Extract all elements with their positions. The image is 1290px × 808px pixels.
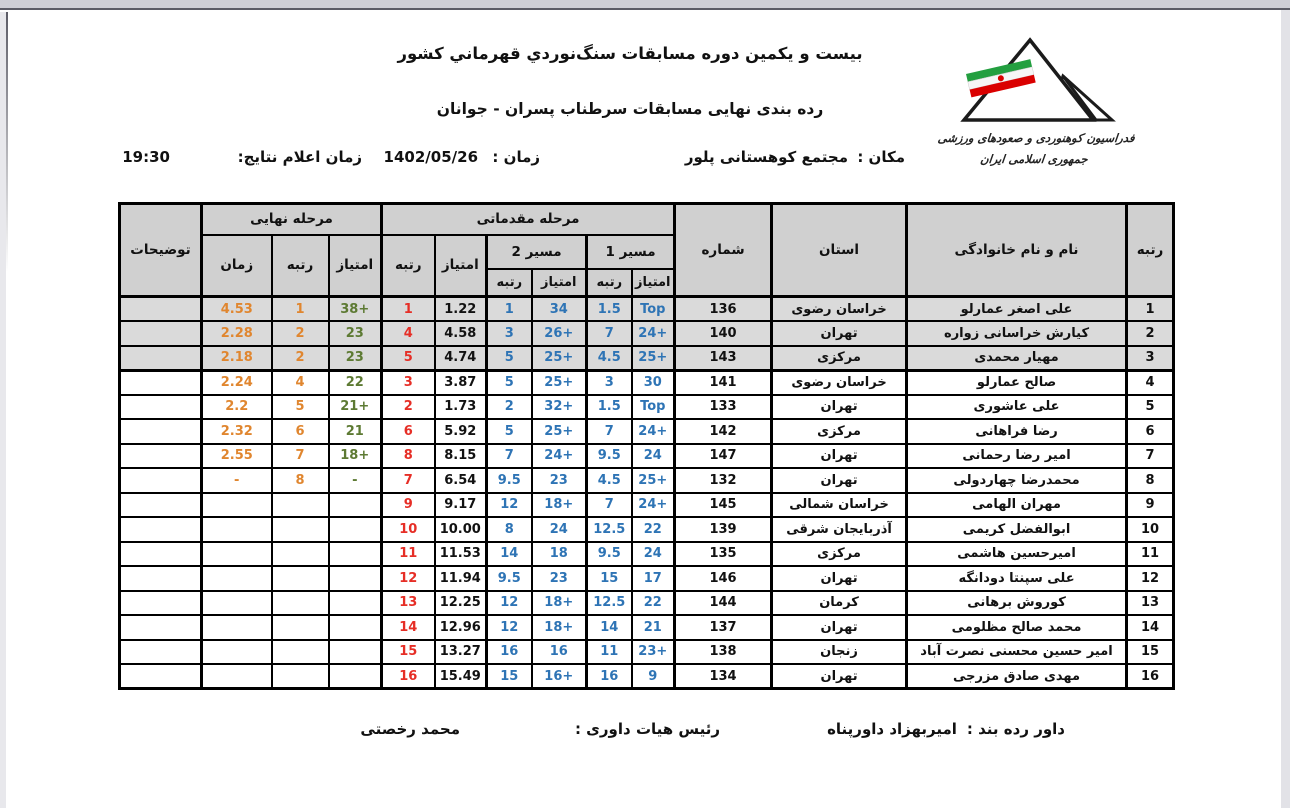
cell-prelim-rank: 9 bbox=[382, 493, 435, 518]
cell-prelim-score: 3.87 bbox=[435, 370, 487, 395]
cell-prelim-score: 13.27 bbox=[435, 640, 487, 665]
cell-final-score bbox=[329, 566, 382, 591]
cell-name: مهدی صادق مزرجی bbox=[907, 664, 1127, 689]
col-header-prelim-rank: رتبه bbox=[382, 235, 435, 297]
cell-route1-score: Top bbox=[632, 395, 675, 420]
cell-route1-score: +23 bbox=[632, 640, 675, 665]
cell-final-time: 4.53 bbox=[202, 297, 272, 322]
cell-route2-rank: 2 bbox=[487, 395, 532, 420]
cell-prelim-rank: 10 bbox=[382, 517, 435, 542]
cell-final-rank bbox=[272, 664, 329, 689]
cell-rank: 2 bbox=[1127, 321, 1174, 346]
cell-route2-score: 16 bbox=[532, 640, 587, 665]
cell-route1-score: +25 bbox=[632, 346, 675, 371]
cell-route2-rank: 12 bbox=[487, 615, 532, 640]
col-header-prelim-score: امتیاز bbox=[435, 235, 487, 297]
cell-route2-rank: 14 bbox=[487, 542, 532, 567]
cell-rank: 3 bbox=[1127, 346, 1174, 371]
cell-notes bbox=[120, 370, 202, 395]
cell-notes bbox=[120, 321, 202, 346]
col-header-rank: رتبه bbox=[1127, 204, 1174, 297]
cell-prelim-score: 1.73 bbox=[435, 395, 487, 420]
cell-prelim-rank: 6 bbox=[382, 419, 435, 444]
cell-name: کیارش خراسانی زواره bbox=[907, 321, 1127, 346]
route-judge-signature bbox=[827, 720, 1065, 738]
cell-name: امیر حسین محسنی نصرت آباد bbox=[907, 640, 1127, 665]
col-header-route1-score: امتیاز bbox=[632, 269, 675, 297]
cell-final-score: 21 bbox=[329, 419, 382, 444]
cell-notes bbox=[120, 591, 202, 616]
cell-route1-rank: 14 bbox=[587, 615, 632, 640]
cell-route1-score: +25 bbox=[632, 468, 675, 493]
cell-final-rank: 2 bbox=[272, 321, 329, 346]
cell-route1-score: 21 bbox=[632, 615, 675, 640]
cell-route2-score: 34 bbox=[532, 297, 587, 322]
cell-route2-score: +16 bbox=[532, 664, 587, 689]
location-label: مکان : bbox=[857, 148, 905, 166]
cell-final-score bbox=[329, 615, 382, 640]
cell-name: علی اصغر عمارلو bbox=[907, 297, 1127, 322]
cell-name: علی سپنتا دودانگه bbox=[907, 566, 1127, 591]
cell-route2-rank: 1 bbox=[487, 297, 532, 322]
cell-route1-rank: 11 bbox=[587, 640, 632, 665]
col-header-name: نام و نام خانوادگی bbox=[907, 204, 1127, 297]
cell-final-rank: 7 bbox=[272, 444, 329, 469]
cell-bib-number: 135 bbox=[675, 542, 772, 567]
cell-province: تهران bbox=[772, 444, 907, 469]
cell-prelim-rank: 2 bbox=[382, 395, 435, 420]
cell-route1-rank: 16 bbox=[587, 664, 632, 689]
cell-route2-rank: 3 bbox=[487, 321, 532, 346]
cell-route1-score: 22 bbox=[632, 517, 675, 542]
cell-final-score: 23 bbox=[329, 321, 382, 346]
cell-bib-number: 134 bbox=[675, 664, 772, 689]
results-table-header bbox=[120, 204, 1174, 297]
col-header-province: استان bbox=[772, 204, 907, 297]
cell-route1-score: +24 bbox=[632, 493, 675, 518]
results-table bbox=[118, 202, 1175, 690]
cell-route2-score: +25 bbox=[532, 370, 587, 395]
cell-name: علی عاشوری bbox=[907, 395, 1127, 420]
cell-prelim-rank: 1 bbox=[382, 297, 435, 322]
cell-name: محمد صالح مظلومی bbox=[907, 615, 1127, 640]
cell-route2-rank: 15 bbox=[487, 664, 532, 689]
cell-final-score: +18 bbox=[329, 444, 382, 469]
cell-final-score bbox=[329, 664, 382, 689]
cell-route2-score: 24 bbox=[532, 517, 587, 542]
cell-prelim-score: 5.92 bbox=[435, 419, 487, 444]
cell-route2-score: +25 bbox=[532, 346, 587, 371]
cell-route1-rank: 4.5 bbox=[587, 468, 632, 493]
cell-notes bbox=[120, 395, 202, 420]
cell-prelim-score: 4.74 bbox=[435, 346, 487, 371]
cell-prelim-rank: 4 bbox=[382, 321, 435, 346]
cell-final-time: 2.2 bbox=[202, 395, 272, 420]
cell-province: تهران bbox=[772, 395, 907, 420]
cell-route1-score: 22 bbox=[632, 591, 675, 616]
cell-final-time bbox=[202, 542, 272, 567]
cell-prelim-rank: 16 bbox=[382, 664, 435, 689]
col-header-final-score: امتیاز bbox=[329, 235, 382, 297]
cell-route2-rank: 12 bbox=[487, 591, 532, 616]
table-row bbox=[120, 542, 1174, 567]
cell-final-rank: 1 bbox=[272, 297, 329, 322]
cell-final-score bbox=[329, 493, 382, 518]
table-row bbox=[120, 297, 1174, 322]
cell-route1-rank: 1.5 bbox=[587, 395, 632, 420]
results-time-label: زمان اعلام نتایج: bbox=[237, 148, 362, 166]
cell-prelim-rank: 14 bbox=[382, 615, 435, 640]
cell-final-rank: 2 bbox=[272, 346, 329, 371]
date-label: زمان : bbox=[492, 148, 540, 166]
cell-bib-number: 143 bbox=[675, 346, 772, 371]
cell-route1-rank: 7 bbox=[587, 321, 632, 346]
col-header-route2-score: امتیاز bbox=[532, 269, 587, 297]
cell-route2-score: 18 bbox=[532, 542, 587, 567]
jury-president-label: رئیس هیات داوری : bbox=[574, 720, 720, 738]
cell-name: امیرحسین هاشمی bbox=[907, 542, 1127, 567]
cell-route2-rank: 7 bbox=[487, 444, 532, 469]
cell-prelim-score: 11.94 bbox=[435, 566, 487, 591]
col-header-route1: مسیر 1 bbox=[587, 235, 675, 269]
cell-final-time bbox=[202, 517, 272, 542]
cell-route2-rank: 12 bbox=[487, 493, 532, 518]
cell-bib-number: 141 bbox=[675, 370, 772, 395]
cell-final-time: 2.32 bbox=[202, 419, 272, 444]
cell-final-score bbox=[329, 542, 382, 567]
cell-route2-rank: 5 bbox=[487, 346, 532, 371]
cell-rank: 15 bbox=[1127, 640, 1174, 665]
cell-route1-score: +24 bbox=[632, 419, 675, 444]
cell-final-time: 2.55 bbox=[202, 444, 272, 469]
cell-name: کوروش برهانی bbox=[907, 591, 1127, 616]
cell-route1-score: Top bbox=[632, 297, 675, 322]
logo-country-name: جمهوری اسلامی ایران bbox=[979, 152, 1089, 167]
cell-route1-rank: 9.5 bbox=[587, 444, 632, 469]
cell-route2-score: +18 bbox=[532, 591, 587, 616]
table-row bbox=[120, 419, 1174, 444]
cell-province: تهران bbox=[772, 468, 907, 493]
cell-prelim-rank: 11 bbox=[382, 542, 435, 567]
cell-route2-score: +32 bbox=[532, 395, 587, 420]
cell-final-time: 2.24 bbox=[202, 370, 272, 395]
cell-notes bbox=[120, 615, 202, 640]
cell-prelim-rank: 15 bbox=[382, 640, 435, 665]
route-judge-label: داور رده بند : bbox=[966, 720, 1065, 738]
cell-name: رضا فراهانی bbox=[907, 419, 1127, 444]
cell-final-rank bbox=[272, 517, 329, 542]
table-row bbox=[120, 493, 1174, 518]
table-row bbox=[120, 370, 1174, 395]
cell-bib-number: 133 bbox=[675, 395, 772, 420]
cell-province: مرکزی bbox=[772, 542, 907, 567]
cell-route1-score: 24 bbox=[632, 444, 675, 469]
cell-final-rank bbox=[272, 640, 329, 665]
table-row bbox=[120, 615, 1174, 640]
cell-rank: 4 bbox=[1127, 370, 1174, 395]
cell-route1-rank: 12.5 bbox=[587, 591, 632, 616]
cell-prelim-score: 12.96 bbox=[435, 615, 487, 640]
page-border-left bbox=[6, 12, 8, 272]
col-header-prelim-stage: مرحله مقدماتی bbox=[382, 204, 675, 235]
cell-province: تهران bbox=[772, 664, 907, 689]
cell-final-time bbox=[202, 493, 272, 518]
cell-final-time bbox=[202, 640, 272, 665]
cell-bib-number: 137 bbox=[675, 615, 772, 640]
cell-prelim-score: 9.17 bbox=[435, 493, 487, 518]
cell-name: ابوالفضل کریمی bbox=[907, 517, 1127, 542]
cell-route1-rank: 7 bbox=[587, 493, 632, 518]
col-header-bib: شماره bbox=[675, 204, 772, 297]
cell-rank: 14 bbox=[1127, 615, 1174, 640]
cell-notes bbox=[120, 640, 202, 665]
cell-final-score bbox=[329, 517, 382, 542]
cell-route2-score: +26 bbox=[532, 321, 587, 346]
cell-rank: 7 bbox=[1127, 444, 1174, 469]
cell-province: تهران bbox=[772, 615, 907, 640]
cell-rank: 9 bbox=[1127, 493, 1174, 518]
col-header-final-time: زمان bbox=[202, 235, 272, 297]
cell-route2-rank: 9.5 bbox=[487, 566, 532, 591]
cell-rank: 5 bbox=[1127, 395, 1174, 420]
cell-route2-rank: 16 bbox=[487, 640, 532, 665]
cell-route1-rank: 9.5 bbox=[587, 542, 632, 567]
route-judge-name: امیربهزاد داورپناه bbox=[827, 720, 957, 738]
cell-notes bbox=[120, 346, 202, 371]
cell-province: کرمان bbox=[772, 591, 907, 616]
cell-province: خراسان رضوی bbox=[772, 370, 907, 395]
cell-prelim-score: 12.25 bbox=[435, 591, 487, 616]
cell-notes bbox=[120, 419, 202, 444]
table-row bbox=[120, 664, 1174, 689]
cell-route1-rank: 12.5 bbox=[587, 517, 632, 542]
cell-notes bbox=[120, 566, 202, 591]
cell-prelim-rank: 7 bbox=[382, 468, 435, 493]
col-header-route2-rank: رتبه bbox=[487, 269, 532, 297]
table-row bbox=[120, 517, 1174, 542]
cell-route1-rank: 3 bbox=[587, 370, 632, 395]
date-value: 1402/05/26 bbox=[383, 148, 478, 166]
cell-prelim-score: 10.00 bbox=[435, 517, 487, 542]
results-table-body bbox=[120, 297, 1174, 689]
cell-province: خراسان رضوی bbox=[772, 297, 907, 322]
cell-name: محمدرضا چهاردولی bbox=[907, 468, 1127, 493]
cell-province: تهران bbox=[772, 566, 907, 591]
cell-bib-number: 146 bbox=[675, 566, 772, 591]
cell-prelim-rank: 5 bbox=[382, 346, 435, 371]
cell-rank: 13 bbox=[1127, 591, 1174, 616]
cell-final-score: - bbox=[329, 468, 382, 493]
cell-prelim-rank: 3 bbox=[382, 370, 435, 395]
cell-prelim-score: 15.49 bbox=[435, 664, 487, 689]
page-edge-top bbox=[0, 0, 1290, 10]
table-row bbox=[120, 346, 1174, 371]
cell-notes bbox=[120, 493, 202, 518]
cell-bib-number: 140 bbox=[675, 321, 772, 346]
cell-route1-score: 17 bbox=[632, 566, 675, 591]
cell-route2-score: +24 bbox=[532, 444, 587, 469]
col-header-route2: مسیر 2 bbox=[487, 235, 587, 269]
col-header-route1-rank: رتبه bbox=[587, 269, 632, 297]
cell-province: مرکزی bbox=[772, 346, 907, 371]
col-header-final-stage: مرحله نهایی bbox=[202, 204, 382, 235]
cell-prelim-score: 11.53 bbox=[435, 542, 487, 567]
cell-route2-rank: 5 bbox=[487, 419, 532, 444]
cell-route1-score: 9 bbox=[632, 664, 675, 689]
cell-name: مهران الهامی bbox=[907, 493, 1127, 518]
cell-final-time: 2.18 bbox=[202, 346, 272, 371]
jury-president-name: محمد رخصتی bbox=[360, 720, 460, 738]
cell-rank: 6 bbox=[1127, 419, 1174, 444]
cell-rank: 10 bbox=[1127, 517, 1174, 542]
cell-route2-rank: 5 bbox=[487, 370, 532, 395]
cell-final-rank: 5 bbox=[272, 395, 329, 420]
cell-prelim-rank: 8 bbox=[382, 444, 435, 469]
cell-notes bbox=[120, 444, 202, 469]
table-row bbox=[120, 640, 1174, 665]
cell-bib-number: 142 bbox=[675, 419, 772, 444]
cell-final-time bbox=[202, 566, 272, 591]
cell-prelim-rank: 13 bbox=[382, 591, 435, 616]
cell-final-score bbox=[329, 640, 382, 665]
cell-route2-score: +18 bbox=[532, 615, 587, 640]
table-row bbox=[120, 444, 1174, 469]
cell-final-rank bbox=[272, 542, 329, 567]
cell-final-rank: 8 bbox=[272, 468, 329, 493]
cell-final-time: - bbox=[202, 468, 272, 493]
cell-route1-score: 30 bbox=[632, 370, 675, 395]
cell-prelim-rank: 12 bbox=[382, 566, 435, 591]
col-header-final-rank: رتبه bbox=[272, 235, 329, 297]
cell-bib-number: 132 bbox=[675, 468, 772, 493]
cell-notes bbox=[120, 297, 202, 322]
cell-bib-number: 145 bbox=[675, 493, 772, 518]
cell-route2-rank: 9.5 bbox=[487, 468, 532, 493]
table-row bbox=[120, 395, 1174, 420]
cell-final-rank bbox=[272, 591, 329, 616]
page-title: بیست و یکمین دوره مسابقات سنگ‌نوردي قهرماني کشور bbox=[397, 44, 863, 63]
cell-route2-score: 23 bbox=[532, 566, 587, 591]
cell-final-time bbox=[202, 615, 272, 640]
cell-route1-score: 24 bbox=[632, 542, 675, 567]
cell-prelim-score: 1.22 bbox=[435, 297, 487, 322]
mountain-flag-icon bbox=[930, 34, 1140, 124]
logo-federation-name: فدراسیون کوهنوردی و صعودهای ورزشی bbox=[937, 131, 1136, 145]
cell-final-score: +38 bbox=[329, 297, 382, 322]
cell-name: مهیار محمدی bbox=[907, 346, 1127, 371]
cell-bib-number: 144 bbox=[675, 591, 772, 616]
cell-bib-number: 136 bbox=[675, 297, 772, 322]
cell-prelim-score: 8.15 bbox=[435, 444, 487, 469]
cell-bib-number: 139 bbox=[675, 517, 772, 542]
cell-prelim-score: 4.58 bbox=[435, 321, 487, 346]
cell-final-rank: 6 bbox=[272, 419, 329, 444]
cell-notes bbox=[120, 517, 202, 542]
cell-route1-rank: 4.5 bbox=[587, 346, 632, 371]
cell-final-score: 23 bbox=[329, 346, 382, 371]
cell-final-time: 2.28 bbox=[202, 321, 272, 346]
cell-route1-rank: 15 bbox=[587, 566, 632, 591]
cell-notes bbox=[120, 664, 202, 689]
table-row bbox=[120, 591, 1174, 616]
results-time-value: 19:30 bbox=[122, 148, 170, 166]
cell-final-rank bbox=[272, 615, 329, 640]
cell-final-score bbox=[329, 591, 382, 616]
cell-bib-number: 138 bbox=[675, 640, 772, 665]
cell-rank: 1 bbox=[1127, 297, 1174, 322]
cell-province: زنجان bbox=[772, 640, 907, 665]
table-row bbox=[120, 321, 1174, 346]
cell-route2-rank: 8 bbox=[487, 517, 532, 542]
cell-name: امیر رضا رحمانی bbox=[907, 444, 1127, 469]
cell-notes bbox=[120, 542, 202, 567]
cell-prelim-score: 6.54 bbox=[435, 468, 487, 493]
cell-route2-score: 23 bbox=[532, 468, 587, 493]
page-subtitle: رده بندی نهایی مسابقات سرطناب پسران - جوانان bbox=[436, 100, 824, 118]
cell-province: آذربایجان شرقی bbox=[772, 517, 907, 542]
cell-province: مرکزی bbox=[772, 419, 907, 444]
cell-rank: 16 bbox=[1127, 664, 1174, 689]
cell-province: تهران bbox=[772, 321, 907, 346]
cell-final-score: +21 bbox=[329, 395, 382, 420]
location-value: مجتمع کوهستانی پلور bbox=[684, 148, 848, 166]
cell-rank: 12 bbox=[1127, 566, 1174, 591]
federation-logo bbox=[930, 34, 1140, 171]
cell-notes bbox=[120, 468, 202, 493]
cell-final-rank: 4 bbox=[272, 370, 329, 395]
table-row bbox=[120, 566, 1174, 591]
cell-final-rank bbox=[272, 566, 329, 591]
cell-rank: 8 bbox=[1127, 468, 1174, 493]
cell-rank: 11 bbox=[1127, 542, 1174, 567]
cell-final-rank bbox=[272, 493, 329, 518]
cell-route2-score: +18 bbox=[532, 493, 587, 518]
table-row bbox=[120, 468, 1174, 493]
cell-province: خراسان شمالی bbox=[772, 493, 907, 518]
cell-route1-rank: 7 bbox=[587, 419, 632, 444]
cell-route2-score: +25 bbox=[532, 419, 587, 444]
cell-route1-score: +24 bbox=[632, 321, 675, 346]
cell-final-time bbox=[202, 591, 272, 616]
cell-name: صالح عمارلو bbox=[907, 370, 1127, 395]
cell-bib-number: 147 bbox=[675, 444, 772, 469]
cell-final-score: 22 bbox=[329, 370, 382, 395]
cell-final-time bbox=[202, 664, 272, 689]
cell-route1-rank: 1.5 bbox=[587, 297, 632, 322]
col-header-notes: توضیحات bbox=[120, 204, 202, 297]
page-edge-right bbox=[1281, 10, 1290, 808]
